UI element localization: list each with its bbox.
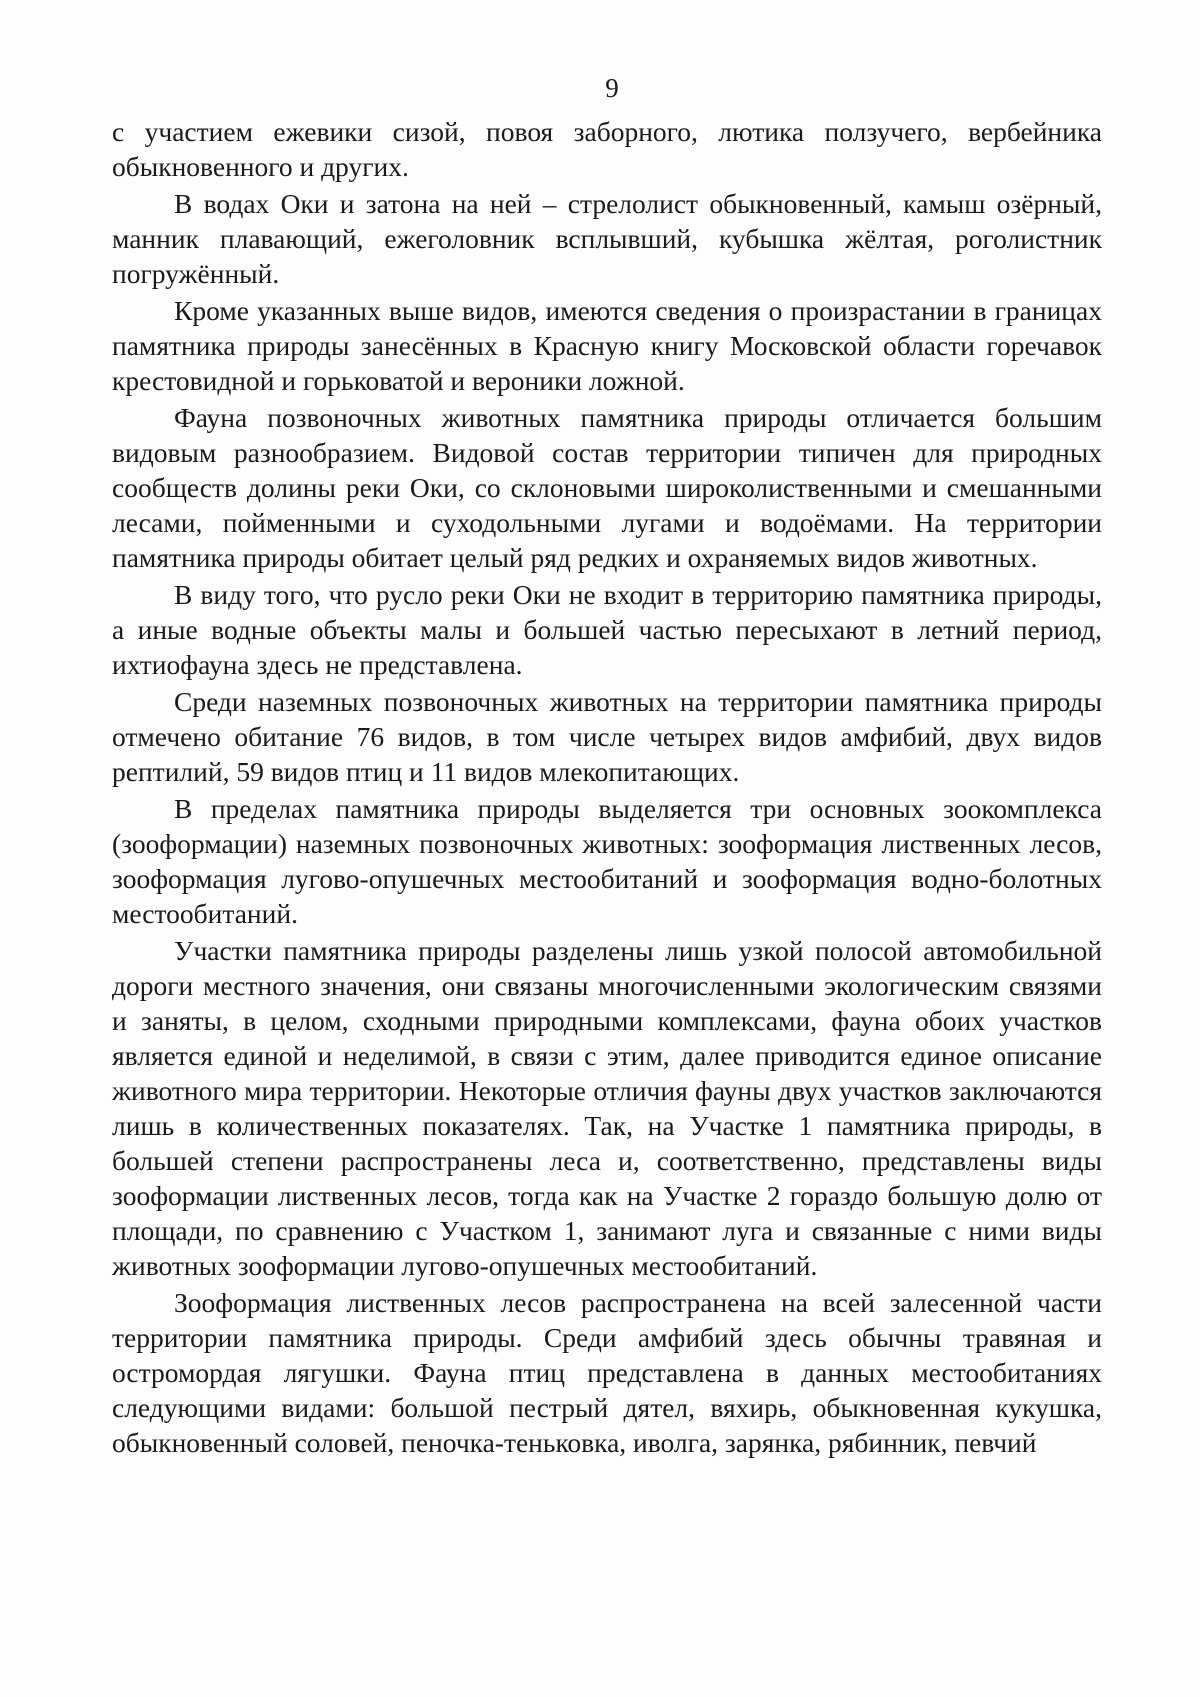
paragraph-7: В пределах памятника природы выделяется три основных зоокомплекса (зооформации) наземных позвоночных животных: зооформация лиственных лесов, зооформация лугово-опушечных местообитаний и зооформация водно-болотных местообитаний. — [112, 793, 1102, 929]
paragraph-5: В виду того, что русло реки Оки не входит в территорию памятника природы, а иные водные объекты малы и большей частью пересыхают в летний период, ихтиофауна здесь не представлена. — [112, 579, 1102, 680]
paragraph-3: Кроме указанных выше видов, имеются сведения о произрастании в границах памятника природы занесённых в Красную книгу Московской области горечавок крестовидной и горьковатой и вероники ложной. — [112, 295, 1102, 396]
body-text — [112, 114, 1102, 1462]
paragraph-9: Зооформация лиственных лесов распространена на всей залесенной части территории памятника природы. Среди амфибий здесь обычны травяная и остромордая лягушки. Фауна птиц представлена в данных местообитаниях следующими видами: большой пестрый дятел, вяхирь, обыкновенная кукушка, обыкновенный соловей, пеночка-теньковка, иволга, зарянка, рябинник, певчий — [112, 1287, 1102, 1458]
page-number: 9 — [605, 73, 619, 103]
paragraph-1: с участием ежевики сизой, повоя заборного, лютика ползучего, вербейника обыкновенного и других. — [112, 116, 1102, 182]
paragraph-6: Среди наземных позвоночных животных на территории памятника природы отмечено обитание 76 видов, в том числе четырех видов амфибий, двух видов рептилий, 59 видов птиц и 11 видов млекопитающих. — [112, 686, 1102, 787]
paragraph-2: В водах Оки и затона на ней – стрелолист обыкновенный, камыш озёрный, манник плавающий, ежеголовник всплывший, кубышка жёлтая, роголистник погружённый. — [112, 188, 1102, 289]
paragraph-8: Участки памятника природы разделены лишь узкой полосой автомобильной дороги местного значения, они связаны многочисленными экологическим связями и заняты, в целом, сходными природными комплексами, фауна обоих участков является единой и неделимой, в связи с этим, далее приводится единое описание животного мира территории. Некоторые отличия фауны двух участков заключаются лишь в количественных показателях. Так, на Участке 1 памятника природы, в большей степени распространены леса и, соответственно, представлены виды зооформации лиственных лесов, тогда как на Участке 2 гораздо большую долю от площади, по сравнению с Участком 1, занимают луга и связанные с ними виды животных зооформации лугово-опушечных местообитаний. — [112, 935, 1102, 1281]
paragraph-4: Фауна позвоночных животных памятника природы отличается большим видовым разнообразием. Видовой состав территории типичен для природных сообществ долины реки Оки, со склоновыми широколиственными и смешанными лесами, пойменными и суходольными лугами и водоёмами. На территории памятника природы обитает целый ряд редких и охраняемых видов животных. — [112, 402, 1102, 573]
